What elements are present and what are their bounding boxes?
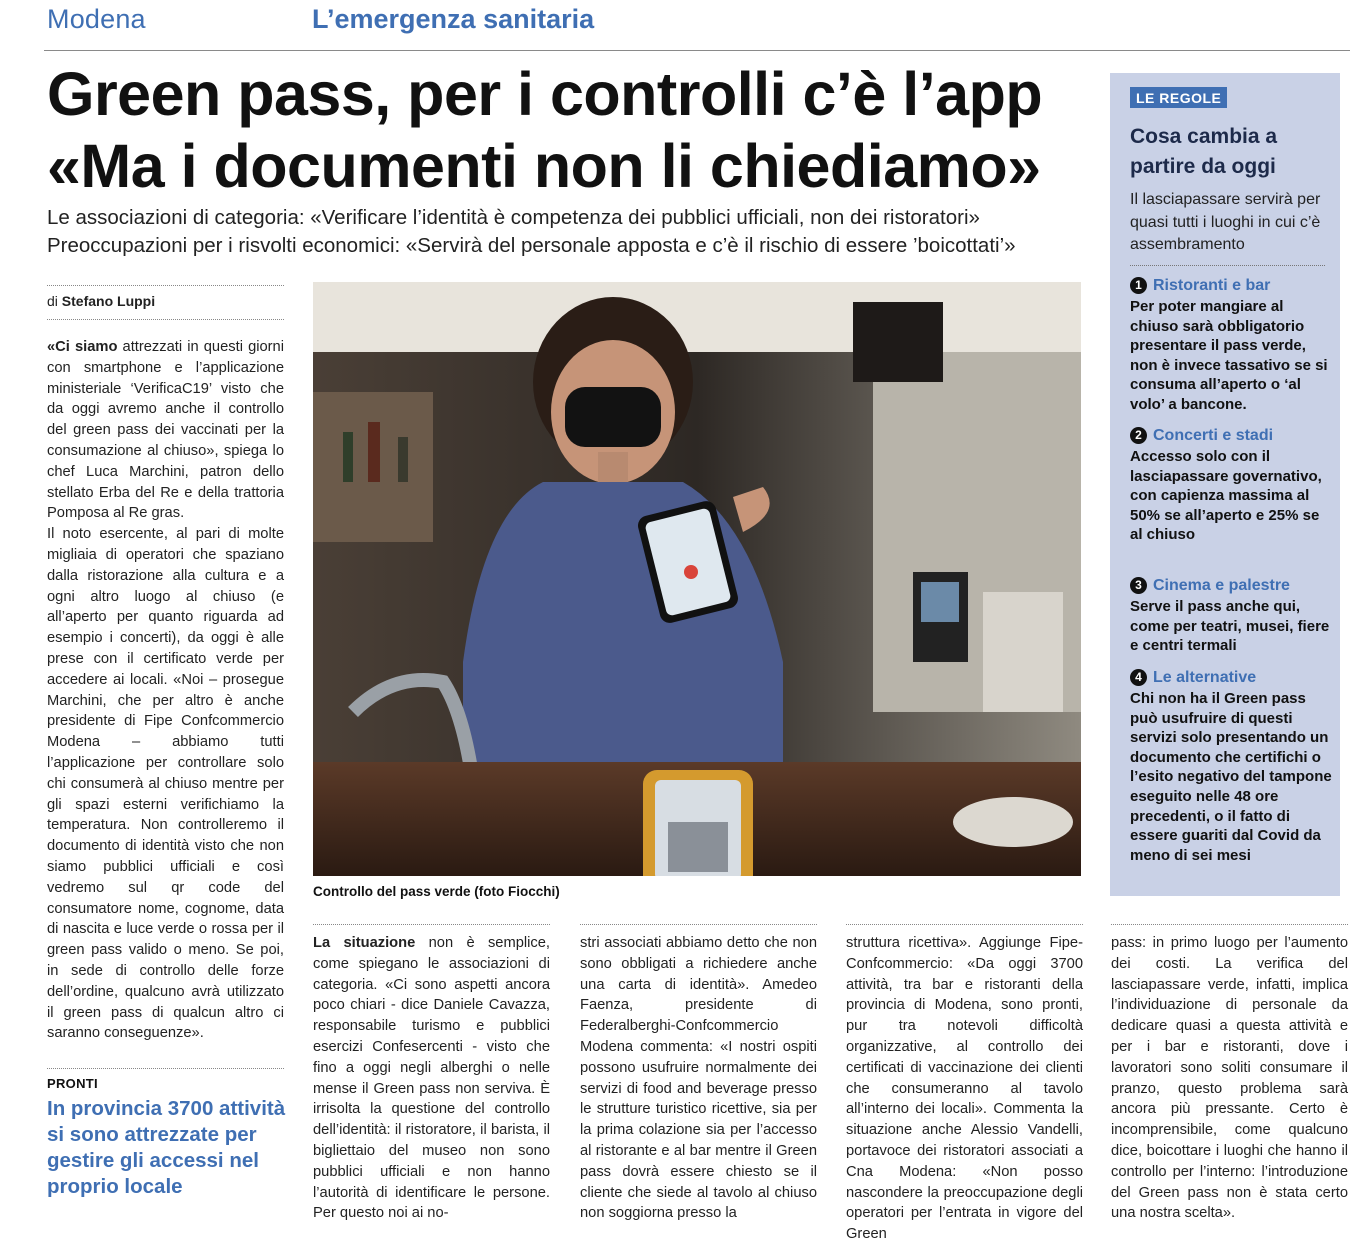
rules-tag: LE REGOLE: [1130, 87, 1227, 108]
subheadline-line-2: Preoccupazioni per i risvolti economici: «Servirà del personale apposta e c’è il rischio di essere ’boicottati’»: [47, 234, 1016, 257]
column-1-paragraph-1: attrezzati in questi giorni con smartphone e l’applicazione ministeriale ‘VerificaC19’ visto che da oggi avremo anche il controllo del green pass dei vaccinati per la consumazione al chiuso», spiega lo chef Luca Marchini, patron dello stellato Erba del Re e della trattoria Pomposa al Re gras.: [47, 339, 284, 522]
column-2-divider: [313, 924, 550, 925]
column-2-text: non è semplice, come spiegano le associazioni di categoria. «Ci sono aspetti ancora poco chiari - dice Daniele Cavazza, responsabile turismo e pubblici esercizi Confesercenti - visto che fino a oggi negli alberghi o nelle mense il Green pass non serviva. È irrisolta la questione del controllo dell’identità: il ristoratore, il barista, il bigliettaio del museo non sono pubblici ufficiali e non hanno l’autorità di identificare le persone. Per questo noi ai no-: [313, 935, 550, 1222]
rule-3-body: Serve il pass anche qui, come per teatri, musei, fiere e centri termali: [1130, 598, 1330, 655]
rule-2-body: Accesso solo con il lasciapassare governativo, con capienza massima al 50% se all’aperto e 25% se al chiuso: [1130, 448, 1322, 544]
rule-2-title: Concerti e stadi: [1153, 427, 1274, 444]
rule-3-heading: [1130, 576, 1340, 596]
pronti-title: In provincia 3700 attività si sono attrezzate per gestire gli accessi nel proprio locale: [47, 1097, 286, 1198]
column-4-divider: [846, 924, 1083, 925]
column-1-paragraph-2: Il noto esercente, al pari di molte migliaia di operatori che spaziano dalla ristorazione alla cultura e a ogni altro luogo al chiuso (e all’aperto per quanto riguarda ad esempio i concerti), da oggi è alle prese con il certificato verde per accedere ai locali. «Noi – prosegue Marchini, che per altro è anche presidente di Fipe Confcommercio Modena – abbiamo tutti l’applicazione per controllare solo chi consumerà al chiuso mentre per gli spazi esterni verifichiamo la temperatura. Non controlleremo il documento di identità visto che non siamo pubblici ufficiali e così vedremo sul qr code del consumatore nome, cognome, data di nascita e luce verde o rossa per il green pass valido o meno. Se poi, in sede di controllo delle forze dell’ordine, qualcuno avrà utilizzato il green pass di qualcun altro ci saranno conseguenze».: [47, 526, 284, 1042]
photo-illustration: [313, 282, 1081, 876]
headline-line-1: Green pass, per i controlli c’è l’app: [47, 60, 1043, 128]
number-1-icon: 1: [1130, 277, 1147, 294]
topic-label: L’emergenza sanitaria: [312, 4, 595, 34]
byline: [47, 293, 155, 309]
rule-1-body: Per poter mangiare al chiuso sarà obbligatorio presentare il pass verde, non è invece tassativo se si consuma all’aperto o ‘al volo’ a bancone.: [1130, 298, 1328, 413]
rule-1-title: Ristoranti e bar: [1153, 277, 1271, 294]
article-column-5: pass: in primo luogo per l’aumento dei costi. La verifica del lasciapassare verde, infatti, implica l’individuazione di personale da dedicare quasi a questa attività e per i bar e ristoranti, dove i lavoratori sono soliti consumare il pranzo, questo problema sarà ancora più pressante. Certo è incomprensibile, come qualcuno dice, boicottare i luoghi che hanno il controllo per l’interno: l’introduzione del Green pass non è stata certo una nostra scelta».: [1111, 935, 1348, 1222]
number-3-icon: 3: [1130, 577, 1147, 594]
section-label: Modena: [47, 4, 146, 34]
header-divider: [44, 50, 1350, 51]
article-column-4: struttura ricettiva». Aggiunge Fipe-Confcommercio: «Da oggi 3700 attività, tra bar e ristoranti della provincia di Modena, sono pronti, pur tra notevoli difficoltà organizzative, al controllo dei certificati di vaccinazione dei clienti che consumeranno al tavolo all’interno dei locali». Commenta la situazione anche Alessio Vandelli, portavoce dei ristoratori associati a Cna Modena: «Non posso nascondere la preoccupazione degli operatori per l’entrata in vigore del Green: [846, 935, 1083, 1243]
situation-lead-in: La situazione: [313, 935, 416, 951]
pronti-tag: PRONTI: [47, 1076, 98, 1091]
byline-divider-top: [47, 285, 284, 286]
article-column-2: [313, 933, 550, 1224]
headline-line-2: «Ma i documenti non li chiediamo»: [47, 132, 1041, 200]
photo: [313, 282, 1081, 876]
article-column-3: stri associati abbiamo detto che non sono obbligati a richiedere anche una carta di identità». Amedeo Faenza, presidente di Federalberghi-Confcommercio Modena commenta: «I nostri ospiti possono usufruire normalmente dei servizi di food and beverage presso le strutture turistico ricettive, sia per la prima colazione sia per l’accesso al ristorante e al bar mentre il Green pass dovrà essere chiesto se il cliente che siede al tavolo al chiuso non soggiorna presso la: [580, 935, 817, 1222]
subheadline-line-1: Le associazioni di categoria: «Verificare l’identità è competenza dei pubblici ufficiali, non dei ristoratori»: [47, 206, 980, 229]
rule-1-heading: [1130, 276, 1340, 296]
number-2-icon: 2: [1130, 427, 1147, 444]
rule-2-heading: [1130, 426, 1340, 446]
headline: [47, 58, 1092, 202]
column-3-divider: [580, 924, 817, 925]
rules-intro: Il lasciapassare servirà per quasi tutti i luoghi in cui c’è assembramento: [1130, 191, 1321, 253]
lead-in: «Ci siamo: [47, 339, 118, 355]
byline-author: Stefano Luppi: [61, 293, 156, 309]
byline-prefix: di: [47, 293, 58, 309]
rule-3-title: Cinema e palestre: [1153, 577, 1290, 594]
article-column-1: [47, 337, 284, 1044]
rules-title: Cosa cambia a partire da oggi: [1130, 125, 1278, 178]
rules-divider: [1130, 265, 1325, 266]
rule-4-heading: [1130, 668, 1340, 688]
rule-4-title: Le alternative: [1153, 669, 1257, 686]
photo-caption: Controllo del pass verde (foto Fiocchi): [313, 884, 560, 899]
rule-4-body: Chi non ha il Green pass può usufruire di questi servizi solo presentando un documento che certifichi o l’esito negativo del tampone eseguito nelle 48 ore precedenti, o il fatto di essere guariti dal Covid da meno di sei mesi: [1130, 690, 1332, 864]
number-4-icon: 4: [1130, 669, 1147, 686]
byline-divider-bottom: [47, 319, 284, 320]
pronti-divider: [47, 1068, 284, 1069]
column-5-divider: [1111, 924, 1348, 925]
